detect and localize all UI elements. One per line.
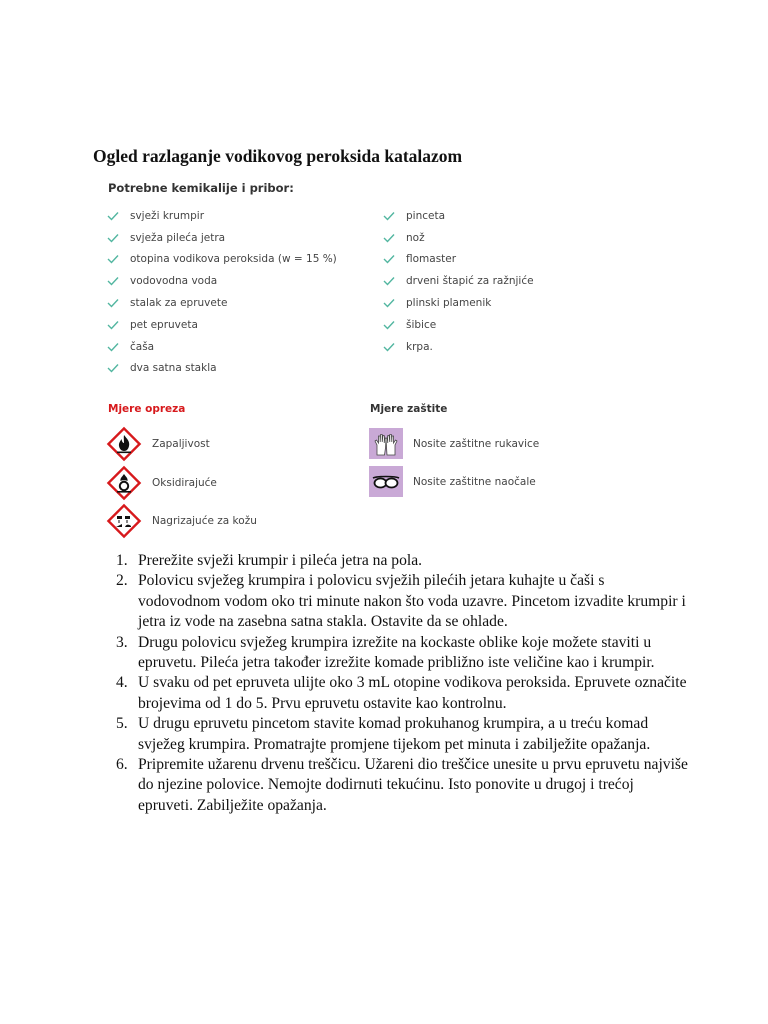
- step-text: U drugu epruvetu pincetom stavite komad prokuhanog krumpira, a u treću komad svježeg krumpira. Promatrajte promjene tijekom pet minuta i zabilježite opažanja.: [138, 715, 651, 753]
- step-number: 3.: [116, 633, 128, 651]
- material-label: pet epruveta: [130, 318, 198, 331]
- check-icon: [106, 362, 120, 374]
- protection-label: Nosite zaštitne rukavice: [413, 437, 540, 450]
- material-label: pinceta: [406, 209, 446, 222]
- list-item: [108, 571, 688, 632]
- list-item: [382, 249, 534, 271]
- list-item: [382, 227, 534, 249]
- protection-goggles: [369, 466, 536, 497]
- hazard-label: Oksidirajuće: [152, 477, 217, 489]
- protection-label: Nosite zaštitne naočale: [413, 475, 536, 488]
- material-label: stalak za epruvete: [130, 297, 228, 310]
- step-number: 4.: [116, 674, 128, 692]
- list-item: [106, 205, 337, 227]
- material-label: krpa.: [406, 340, 433, 353]
- list-item: [382, 205, 534, 227]
- step-number: 2.: [116, 572, 128, 590]
- procedure-steps: [108, 551, 688, 816]
- protection-gloves: [369, 428, 539, 459]
- list-item: [108, 673, 688, 714]
- list-item: [108, 714, 688, 755]
- list-item: [106, 314, 337, 336]
- material-label: drveni štapić za ražnjiće: [406, 275, 534, 288]
- materials-heading: Potrebne kemikalije i pribor:: [108, 181, 294, 195]
- check-icon: [106, 275, 120, 287]
- hazard-oxidising: [106, 465, 217, 501]
- material-label: nož: [406, 231, 425, 244]
- check-icon: [382, 275, 396, 287]
- materials-list-left: [106, 205, 337, 379]
- list-item: [106, 358, 337, 380]
- list-item: [106, 249, 337, 271]
- list-item: [106, 270, 337, 292]
- list-item: [382, 292, 534, 314]
- list-item: [106, 336, 337, 358]
- material-label: vodovodna voda: [130, 275, 218, 288]
- material-label: plinski plamenik: [406, 297, 492, 310]
- material-label: svježi krumpir: [130, 209, 205, 222]
- step-text: Polovicu svježeg krumpira i polovicu svježih pilećih jetara kuhajte u čaši s vodovodnom vodom oko tri minute nakon što voda uzavre. Pincetom izvadite krumpir i jetra iz vode na zasebna satna stakla. Ostavite da se ohlade.: [138, 572, 686, 631]
- materials-list-right: [382, 205, 534, 358]
- step-number: 6.: [116, 756, 128, 774]
- check-icon: [106, 341, 120, 353]
- material-label: čaša: [130, 340, 155, 353]
- list-item: [106, 292, 337, 314]
- check-icon: [382, 232, 396, 244]
- hazard-corrosive: [106, 503, 257, 539]
- flame-icon: [106, 426, 142, 462]
- list-item: [382, 336, 534, 358]
- gloves-icon: [369, 428, 403, 459]
- check-icon: [382, 341, 396, 353]
- corrosion-icon: [106, 503, 142, 539]
- step-number: 1.: [116, 552, 128, 569]
- material-label: šibice: [406, 318, 437, 331]
- step-text: U svaku od pet epruveta ulijte oko 3 mL otopine vodikova peroksida. Epruvete označite brojevima od 1 do 5. Prvu epruvetu ostavite kao kontrolnu.: [138, 674, 687, 712]
- material-label: svježa pileća jetra: [130, 231, 226, 244]
- list-item: [108, 633, 688, 674]
- check-icon: [106, 319, 120, 331]
- check-icon: [382, 297, 396, 309]
- list-item: [382, 270, 534, 292]
- check-icon: [106, 232, 120, 244]
- step-text: Drugu polovicu svježeg krumpira izrežite na kockaste oblike koje možete staviti u epruvetu. Pileća jetra također izrežite komade približno iste veličine kao i krumpir.: [138, 633, 655, 672]
- check-icon: [382, 253, 396, 265]
- check-icon: [106, 253, 120, 265]
- step-number: 5.: [116, 715, 128, 733]
- material-label: dva satna stakla: [130, 362, 217, 375]
- step-text: Pripremite užarenu drvenu treščicu. Užareni dio treščice unesite u prvu epruvetu najviše do njezine polovice. Nemojte dodirnuti tekućinu. Isto ponovite u drugoj i trećoj epruveti. Zabilježite opažanja.: [138, 756, 688, 814]
- list-item: [108, 755, 688, 816]
- step-text: Prerežite svježi krumpir i pileća jetra na pola.: [138, 552, 423, 569]
- material-label: flomaster: [406, 253, 457, 266]
- page-title: Ogled razlaganje vodikovog peroksida katalazom: [93, 146, 463, 166]
- goggles-icon: [369, 466, 403, 497]
- material-label: otopina vodikova peroksida (w = 15 %): [130, 253, 337, 266]
- check-icon: [106, 210, 120, 222]
- list-item: [106, 227, 337, 249]
- hazard-label: Zapaljivost: [152, 438, 210, 450]
- check-icon: [106, 297, 120, 309]
- hazard-flammable: [106, 426, 210, 462]
- check-icon: [382, 319, 396, 331]
- flame-over-circle-icon: [106, 465, 142, 501]
- check-icon: [382, 210, 396, 222]
- warnings-heading: Mjere opreza: [108, 403, 186, 415]
- protection-heading: Mjere zaštite: [370, 403, 448, 415]
- hazard-label: Nagrizajuće za kožu: [152, 515, 257, 527]
- list-item: [108, 551, 688, 571]
- list-item: [382, 314, 534, 336]
